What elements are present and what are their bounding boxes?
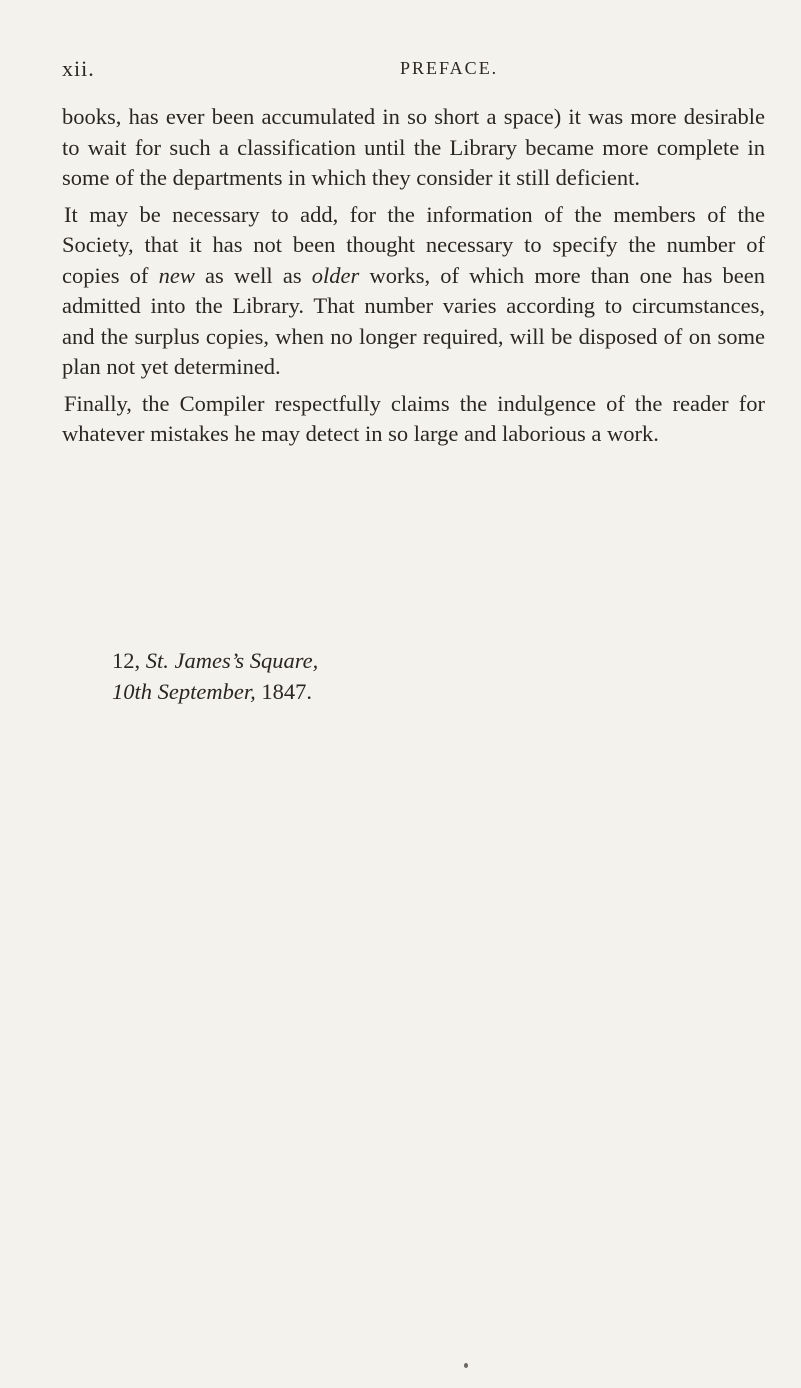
signoff-day: 10th September,	[112, 679, 256, 704]
body-text	[62, 102, 765, 450]
paragraph-2-part1: It may be necessary to add, for the information of the members of the Society, that it has not been thought necessary to specify the number of copies of	[62, 201, 765, 288]
paragraph-2	[62, 200, 765, 383]
paragraph-1: books, has ever been accumulated in so short a space) it was more desirable to wait for such a classification until the Library became more complete in some of the departments in which they consider it still deficient.	[62, 104, 765, 190]
signoff-place: St. James’s Square,	[145, 648, 319, 673]
page-header	[62, 56, 742, 86]
signoff	[112, 645, 318, 707]
signoff-address	[112, 645, 318, 676]
signoff-date	[112, 676, 318, 707]
paragraph-2-part3: works, of which more than one has been admitted into the Library. That number varies according to circumstances, and the surplus copies, when no longer required, will be disposed of on some plan not yet determined.	[62, 262, 765, 379]
signoff-street-number: 12,	[112, 648, 141, 673]
emphasis-new: new	[158, 262, 195, 288]
paragraph-2-part2: as well as	[194, 262, 312, 288]
ink-speck	[464, 1363, 468, 1368]
emphasis-older: older	[311, 262, 360, 288]
running-head: PREFACE.	[400, 58, 499, 78]
page-number: xii.	[62, 56, 95, 81]
paragraph-3: Finally, the Compiler respectfully claims the indulgence of the reader for whatever mistakes he may detect in so large and laborious a work.	[62, 390, 765, 446]
signoff-year: 1847.	[261, 679, 312, 704]
